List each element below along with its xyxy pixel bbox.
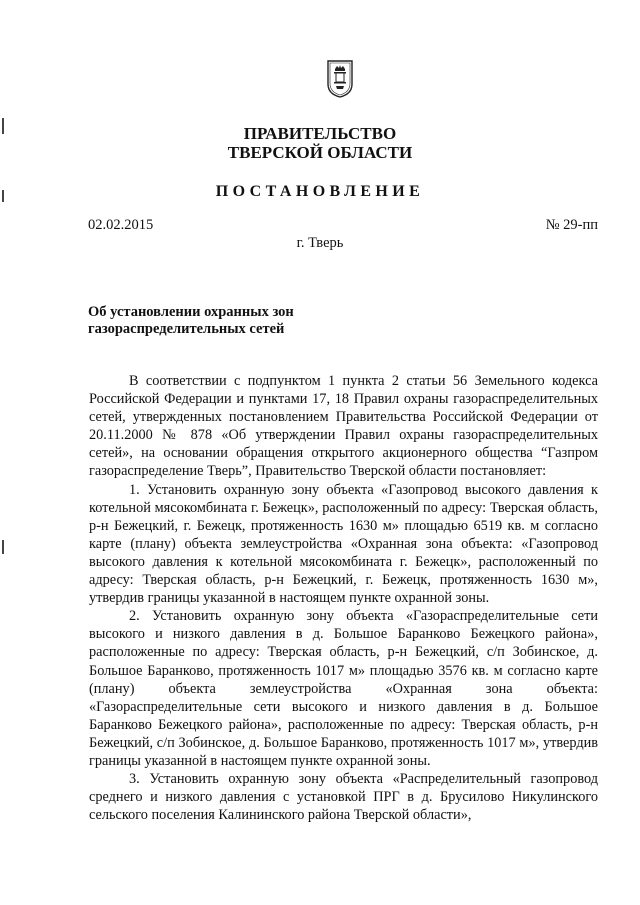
document-type-title: ПОСТАНОВЛЕНИЕ: [215, 183, 425, 200]
document-date: 02.02.2015: [88, 217, 154, 233]
document-city: г. Тверь: [296, 235, 344, 251]
org-name-line2: ТВЕРСКОЙ ОБЛАСТИ: [227, 143, 413, 162]
item-paragraph-1: 1. Установить охранную зону объекта «Газопровод высокого давления к котельной мясокомбината г. Бежецк», расположенный по адресу: Тверская область, р-н Бежецкий, г. Бежецк, протяженность 1630 м» площадью 6519 кв. м согласно карте (плану) объекта землеустройства «Охранная зона объекта: «Газопровод высокого давления к котельной мясокомбината г. Бежецк», расположенный по адресу: Тверская область, р-н Бежецкий, г. Бежецк, протяженность 1630 м», утвердив границы указанной в настоящем пункте охранной зоны.: [89, 481, 598, 607]
item-paragraph-2: 2. Установить охранную зону объекта «Газораспределительные сети высокого и низкого давления в д. Большое Баранково Бежецкого района», расположенные по адресу: Тверская область, р-н Бежецкий, с/п Зобинское, д. Большое Баранково, протяженность 1017 м» площадью 3576 кв. м согласно карте (плану) объекта землеустройства «Охранная зона объекта: «Газораспределительные сети высокого и низкого давления в д. Большое Баранково Бежецкого района», расположенные по адресу: Тверская область, р-н Бежецкий, с/п Зобинское, д. Большое Баранково, протяженность 1017 м», утвердив границы указанной в настоящем пункте охранной зоны.: [89, 608, 598, 769]
preamble-paragraph: В соответствии с подпунктом 1 пункта 2 статьи 56 Земельного кодекса Российской Федерации и пунктами 17, 18 Правил охраны газораспределительных сетей, утвержденных постановлением Правительства Российской Федерации от 20.11.2000 № 878 «Об утверждении Правил охраны газораспределительных сетей», на основании обращения открытого акционерного общества “Газпром газораспределение Тверь”, Правительство Тверской области постановляет:: [89, 373, 598, 480]
scan-margin-mark: [2, 540, 4, 554]
document-number: № 29-пп: [545, 217, 598, 233]
subject-line: газораспределительных сетей: [88, 321, 285, 337]
tver-coat-of-arms-icon: [327, 58, 353, 98]
document-subject: [88, 304, 294, 338]
org-name-line1: ПРАВИТЕЛЬСТВО: [243, 124, 397, 143]
subject-line: Об установлении охранных зон: [88, 304, 294, 320]
document-body: [89, 372, 598, 824]
item-paragraph-3: 3. Установить охранную зону объекта «Распределительный газопровод среднего и низкого давления с установкой ПРГ в д. Брусилово Никулинского сельского поселения Калининского района Тверской области»,: [89, 771, 598, 824]
